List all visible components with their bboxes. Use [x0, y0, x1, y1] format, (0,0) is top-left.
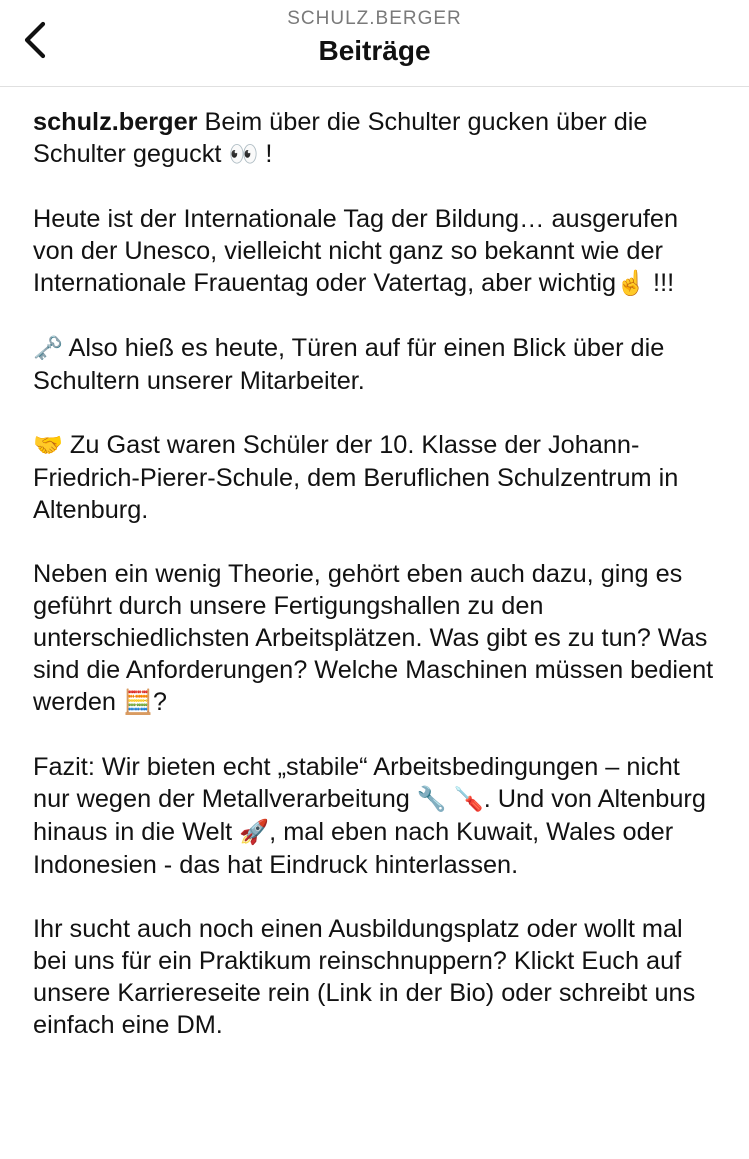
caption-paragraph-4 [33, 429, 723, 526]
caption-text: Heute ist der Internationale Tag der Bildung… ausgerufen von der Unesco, vielleicht nicht ganz so bekannt wie der Internationale Frauentag oder Vatertag, aber wichtig [33, 205, 679, 297]
caption-paragraph-3 [33, 332, 723, 397]
caption-paragraph-2 [33, 203, 723, 300]
abacus-emoji-icon: 🧮 [123, 689, 153, 716]
rocket-emoji-icon: 🚀 [239, 819, 270, 846]
caption-text: Ihr sucht auch noch einen Ausbildungsplatz oder wollt mal bei uns für ein Praktikum reinschnuppern? Klickt Euch auf unsere Karriereseite rein (Link in der Bio) oder schreibt uns einfach eine DM. [33, 915, 696, 1039]
caption-text: ? [152, 688, 167, 716]
caption-paragraph-7 [33, 913, 723, 1041]
previous-content-peek [36, 72, 216, 80]
caption-text: . Und von Altenburg hinaus in die Welt [33, 785, 706, 846]
page-title: Beiträge [318, 35, 431, 66]
caption-text: , mal eben nach Kuwait, Wales oder Indonesien - das hat Eindruck hinterlassen. [33, 818, 674, 879]
caption-text: Also hieß es heute, Türen auf für einen Blick über die Schultern unserer Mitarbeiter. [33, 334, 665, 395]
caption-text: Fazit: Wir bieten echt „stabile“ Arbeitsbedingungen – nicht nur wegen der Metallverarbeitung [33, 753, 680, 813]
wrench-emoji-icon: 🔧 [416, 786, 447, 813]
pointing-up-emoji-icon: ☝️ [616, 270, 647, 297]
caption-text: ! [258, 140, 273, 168]
caption-paragraph-6 [33, 751, 723, 881]
account-name: SCHULZ.BERGER [287, 8, 462, 29]
post-caption [33, 106, 723, 1073]
caption-text: Beim über die Schulter gucken über die Schulter geguckt [33, 108, 648, 168]
header-titles [0, 8, 749, 69]
caption-paragraph-1 [33, 106, 723, 171]
caption-text: Zu Gast waren Schüler der 10. Klasse der Johann-Friedrich-Pierer-Schule, dem Beruflichen Schulzentrum in Altenburg. [33, 431, 679, 524]
handshake-emoji-icon: 🤝 [33, 432, 63, 459]
key-emoji-icon: 🗝️ [33, 335, 63, 362]
screwdriver-emoji-icon: 🪛 [453, 786, 484, 813]
caption-text: !!! [646, 269, 675, 297]
eyes-emoji-icon: 👀 [228, 141, 259, 168]
username-link[interactable]: schulz.berger [33, 108, 198, 136]
caption-text: Neben ein wenig Theorie, gehört eben auch dazu, ging es geführt durch unsere Fertigungshallen zu den unterschiedlichsten Arbeitsplätzen. Was gibt es zu tun? Was sind die Anforderungen? Welche Maschinen müssen bedient werden [33, 560, 714, 716]
caption-paragraph-5 [33, 558, 723, 719]
